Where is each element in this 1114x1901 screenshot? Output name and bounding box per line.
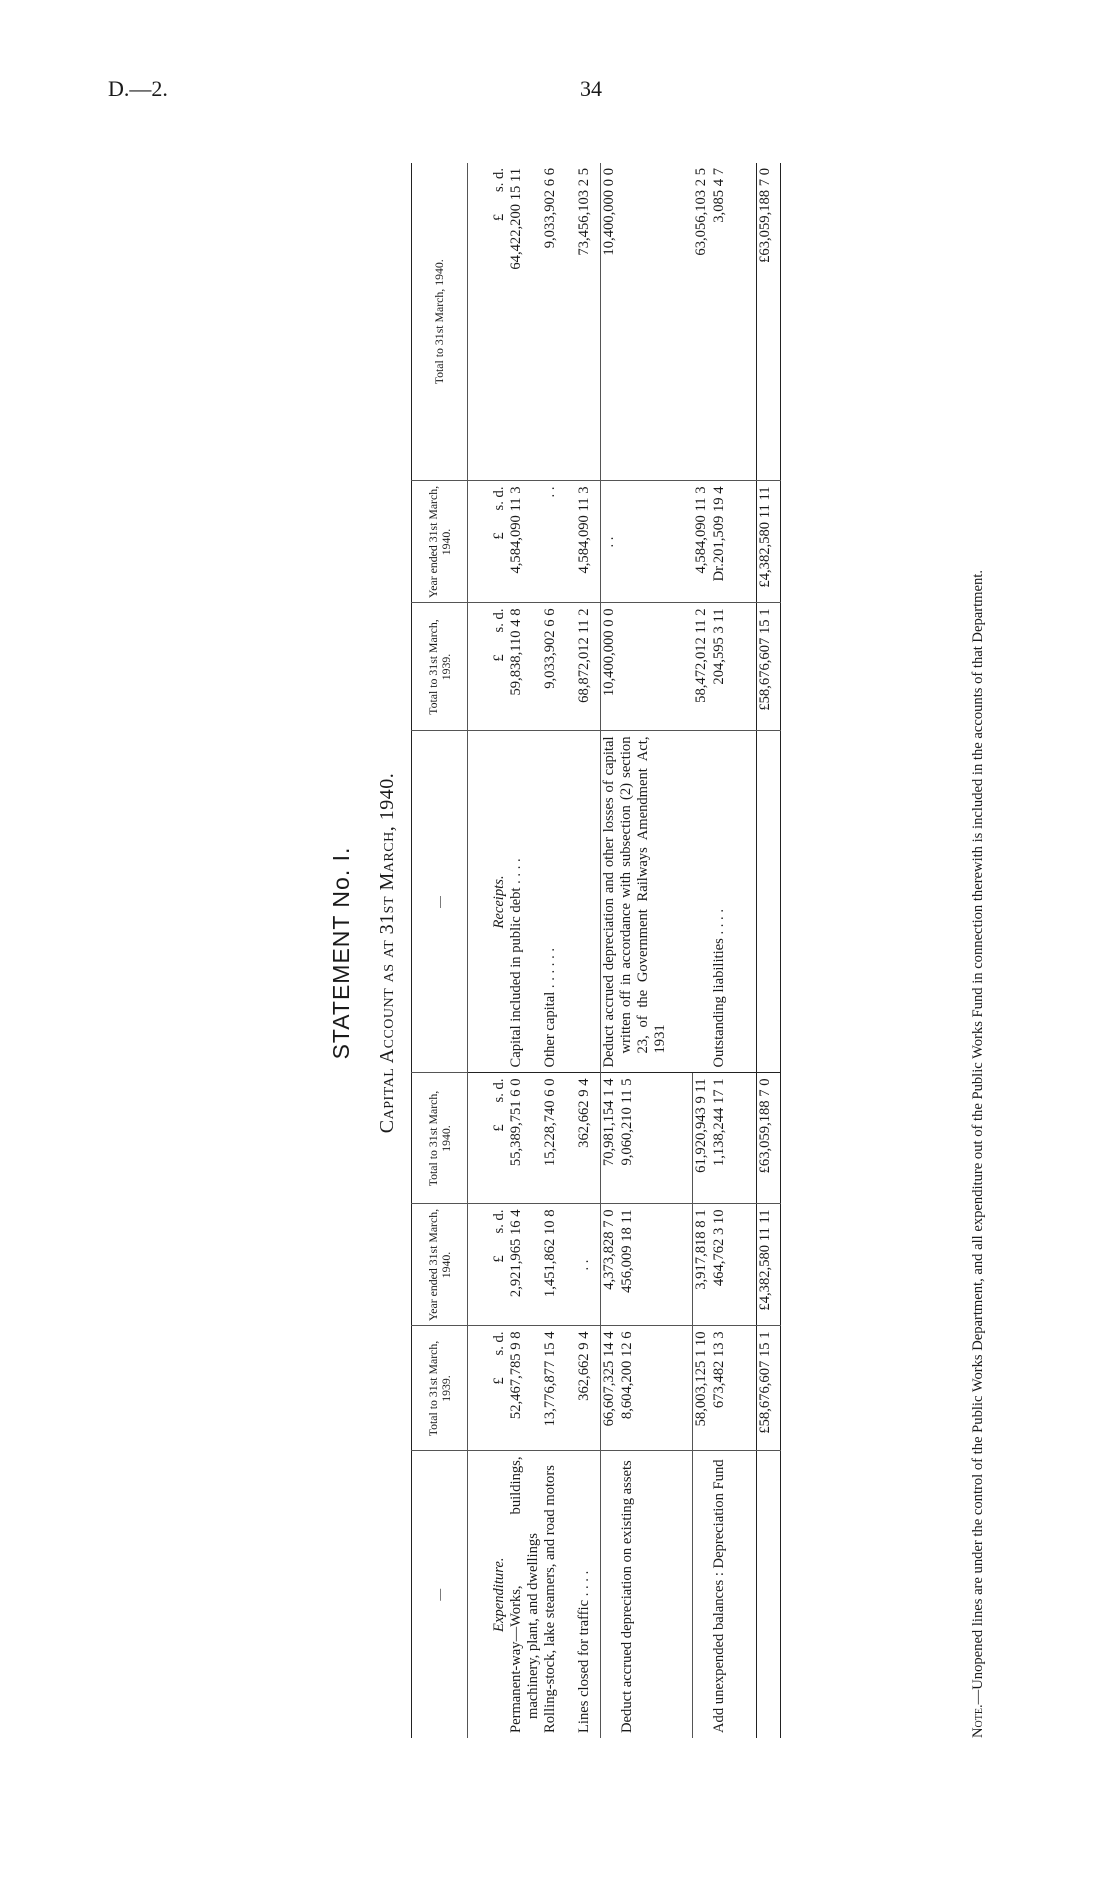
amount: 673,482 13 3 xyxy=(711,1326,757,1451)
amount: 73,456,103 2 5 xyxy=(576,163,601,481)
row-label: Deduct accrued depreciation and other losses of capital written off in accordance with subsection (2) section 23, of the Government Railways Amendment Act, 1931 xyxy=(601,731,693,1073)
amount: 63,056,103 2 5 xyxy=(693,163,711,481)
row-label xyxy=(693,731,711,1073)
header-total-1940: Total to 31st March, 1940. xyxy=(412,1073,468,1204)
statement-title: STATEMENT No. I. xyxy=(328,846,354,1060)
rotated-statement xyxy=(95,128,990,1778)
grand-total: £63,059,188 7 0 xyxy=(757,1073,781,1204)
totals-label-blank xyxy=(757,1451,781,1738)
page-reference: D.—2. xyxy=(108,76,168,101)
amount: 9,060,210 11 5 xyxy=(619,1073,693,1204)
grand-total: £58,676,607 15 1 xyxy=(757,603,781,731)
header-total-1940: Total to 31st March, 1940. xyxy=(412,163,468,481)
grand-total: £4,382,580 11 11 xyxy=(757,1204,781,1326)
amount: 1,451,862 10 8 xyxy=(542,1204,576,1326)
amount: Dr.201,509 19 4 xyxy=(711,481,757,603)
amount: 204,595 3 11 xyxy=(711,603,757,731)
currency-units: £ s. d. xyxy=(468,1073,508,1204)
amount: 362,662 9 4 xyxy=(576,1073,601,1204)
row-label: Capital included in public debt . . . . xyxy=(508,731,542,1073)
amount: 464,762 3 10 xyxy=(711,1204,757,1326)
table-row xyxy=(601,163,619,1738)
amount: 10,400,000 0 0 xyxy=(601,603,693,731)
header-expenditure-description: — xyxy=(412,1451,468,1738)
amount: 1,138,244 17 1 xyxy=(711,1073,757,1204)
amount: 9,033,902 6 6 xyxy=(542,603,576,731)
currency-units: £ s. d. xyxy=(468,163,508,481)
grand-total: £58,676,607 15 1 xyxy=(757,1326,781,1451)
amount: 58,472,012 11 2 xyxy=(693,603,711,731)
amount: 4,584,090 11 3 xyxy=(576,481,601,603)
currency-units: £ s. d. xyxy=(468,481,508,603)
table-row xyxy=(711,163,757,1738)
amount: 55,389,751 6 0 xyxy=(508,1073,542,1204)
amount: 70,981,154 1 4 xyxy=(601,1073,619,1204)
receipts-cell xyxy=(468,731,508,1073)
row-label: Add unexpended balances : Depreciation Fund xyxy=(710,1459,727,1733)
row-label: Other capital . . . . . . xyxy=(542,731,576,1073)
expenditure-cell xyxy=(468,1451,508,1738)
amount: 10,400,000 0 0 xyxy=(601,163,693,481)
amount: 15,228,740 6 0 xyxy=(542,1073,576,1204)
amount: 59,838,110 4 8 xyxy=(508,603,542,731)
header-year-1940: Year ended 31st March, 1940. xyxy=(412,1204,468,1326)
grand-total: £63,059,188 7 0 xyxy=(757,163,781,481)
table-row xyxy=(468,163,508,1738)
amount: 3,085 4 7 xyxy=(711,163,757,481)
amount: 2,921,965 16 4 xyxy=(508,1204,542,1326)
header-year-1940: Year ended 31st March, 1940. xyxy=(412,481,468,603)
row-label xyxy=(693,1451,711,1738)
amount: 362,662 9 4 xyxy=(576,1326,601,1451)
table-row xyxy=(576,163,601,1738)
header-total-1939: Total to 31st March, 1939. xyxy=(412,603,468,731)
totals-label-blank xyxy=(757,731,781,1073)
row-label: Deduct accrued depreciation on existing assets xyxy=(619,1451,693,1738)
amount: 456,009 18 11 xyxy=(619,1204,693,1326)
row-label xyxy=(601,1451,619,1738)
currency-units: £ s. d. xyxy=(468,1204,508,1326)
page-number: 34 xyxy=(580,76,602,101)
grand-total: £4,382,580 11 11 xyxy=(757,481,781,603)
row-label: Lines closed for traffic . . . . xyxy=(576,1451,601,1738)
capital-account-table xyxy=(411,163,781,1738)
amount: 4,373,828 7 0 xyxy=(601,1204,619,1326)
row-label: Rolling-stock, lake steamers, and road motors xyxy=(541,1465,558,1733)
amount: 4,584,090 11 3 xyxy=(693,481,711,603)
amount: 68,872,012 11 2 xyxy=(576,603,601,731)
totals-row xyxy=(757,163,781,1738)
amount: 9,033,902 6 6 xyxy=(542,163,576,481)
amount: . . xyxy=(576,1204,601,1326)
header-receipts-description: — xyxy=(412,731,468,1073)
row-label xyxy=(576,731,601,1073)
table-row xyxy=(508,163,542,1738)
currency-units: £ s. d. xyxy=(468,1326,508,1451)
footnote-text: —Unopened lines are under the control of the Public Works Department, and all expenditure out of the Public Works Fund in connection therewith is included in the accounts of that Department. xyxy=(970,570,986,1705)
amount: 61,920,943 9 11 xyxy=(693,1073,711,1204)
amount: 64,422,200 15 11 xyxy=(508,163,542,481)
table-row xyxy=(542,163,576,1738)
row-label: Outstanding liabilities . . . . xyxy=(711,731,757,1073)
footnote xyxy=(970,158,987,1738)
table-row xyxy=(693,163,711,1738)
statement-subtitle: Capital Account as at 31st March, 1940. xyxy=(376,772,398,1134)
header-total-1939: Total to 31st March, 1939. xyxy=(412,1326,468,1451)
amount: . . xyxy=(601,481,693,603)
footnote-lead: Note. xyxy=(970,1704,986,1738)
amount: 52,467,785 9 8 xyxy=(508,1326,542,1451)
expenditure-heading: Expenditure. xyxy=(490,1557,507,1632)
amount: 4,584,090 11 3 xyxy=(508,481,542,603)
amount: . . xyxy=(542,481,576,603)
amount: 58,003,125 1 10 xyxy=(693,1326,711,1451)
currency-units: £ s. d. xyxy=(468,603,508,731)
amount: 13,776,877 15 4 xyxy=(542,1326,576,1451)
row-label: Permanent-way—Works, buildings, machinery, plant, and dwellings xyxy=(507,1456,541,1733)
amount: 8,604,200 12 6 xyxy=(619,1326,693,1451)
table-header-row xyxy=(412,163,468,1738)
amount: 66,607,325 14 4 xyxy=(601,1326,619,1451)
receipts-heading: Receipts. xyxy=(490,875,507,929)
amount: 3,917,818 8 1 xyxy=(693,1204,711,1326)
